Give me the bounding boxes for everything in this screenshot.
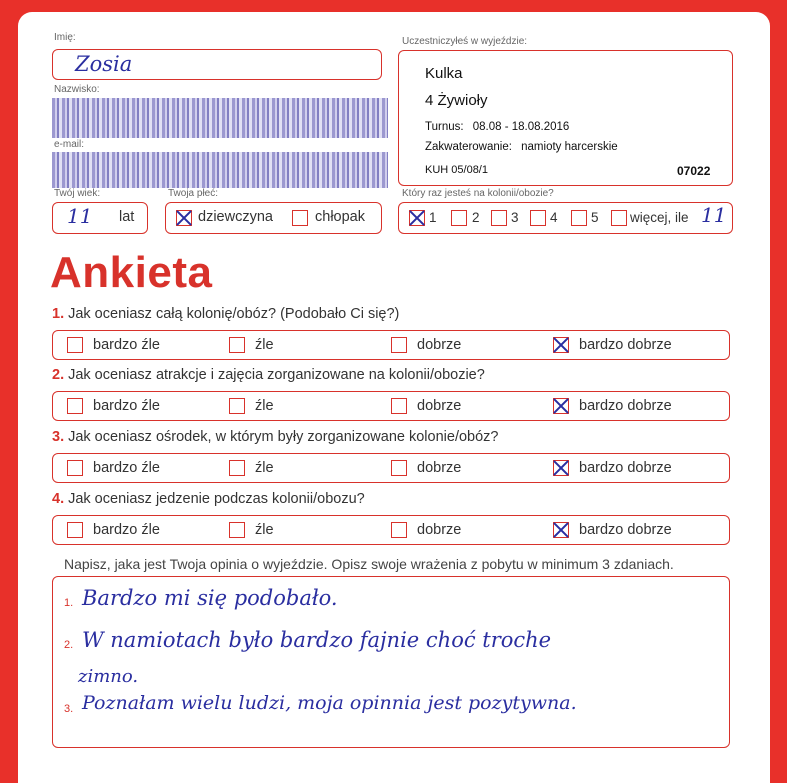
opinion-line-text: zimno. bbox=[78, 666, 139, 687]
gender-label: Twoja płeć: bbox=[168, 188, 219, 199]
question-3-options bbox=[52, 453, 730, 483]
age-value: 11 bbox=[67, 204, 93, 228]
rating-checkbox[interactable] bbox=[553, 522, 569, 538]
question-2-options bbox=[52, 391, 730, 421]
rating-option-label: bardzo źle bbox=[93, 337, 160, 353]
rating-option-label: bardzo dobrze bbox=[579, 337, 672, 353]
trip-code: KUH 05/08/1 bbox=[425, 164, 488, 176]
rating-option-label: dobrze bbox=[417, 337, 462, 353]
rating-option-label: bardzo dobrze bbox=[579, 522, 672, 538]
question-4-options bbox=[52, 515, 730, 545]
gender-girl-checkbox[interactable] bbox=[176, 210, 192, 226]
which-time-4-checkbox[interactable] bbox=[530, 210, 546, 226]
rating-checkbox[interactable] bbox=[553, 337, 569, 353]
which-time-label: Który raz jesteś na kolonii/obozie? bbox=[402, 188, 554, 199]
rating-option-label: źle bbox=[255, 337, 274, 353]
question-number: 4. bbox=[52, 491, 65, 507]
gender-group bbox=[165, 202, 382, 234]
opinion-line-number: 2. bbox=[64, 639, 74, 651]
age-label: Twój wiek: bbox=[54, 188, 101, 199]
surname-label: Nazwisko: bbox=[54, 84, 100, 95]
rating-option-label: bardzo dobrze bbox=[579, 460, 672, 476]
rating-checkbox[interactable] bbox=[229, 337, 245, 353]
which-time-2-label: 2 bbox=[472, 210, 480, 225]
opinion-line-text: Poznałam wielu ludzi, moja opinnia jest pozytywna. bbox=[82, 692, 577, 714]
rating-option-label: dobrze bbox=[417, 460, 462, 476]
rating-option-label: źle bbox=[255, 460, 274, 476]
trip-info-box bbox=[398, 50, 733, 186]
name-label: Imię: bbox=[54, 32, 76, 43]
rating-option-label: bardzo źle bbox=[93, 460, 160, 476]
rating-option-label: dobrze bbox=[417, 398, 462, 414]
rating-checkbox[interactable] bbox=[391, 460, 407, 476]
rating-checkbox[interactable] bbox=[229, 522, 245, 538]
rating-checkbox[interactable] bbox=[391, 522, 407, 538]
which-time-more-label: więcej, ile bbox=[630, 210, 689, 225]
turnus-label: Turnus: bbox=[425, 121, 464, 133]
which-time-5-checkbox[interactable] bbox=[571, 210, 587, 226]
question-number: 3. bbox=[52, 429, 65, 445]
participant-label: Uczestniczyłeś w wyjeździe: bbox=[402, 36, 528, 47]
rating-option-label: źle bbox=[255, 398, 274, 414]
question-label: Jak oceniasz jedzenie podczas kolonii/obozu? bbox=[68, 491, 365, 507]
rating-checkbox[interactable] bbox=[67, 522, 83, 538]
rating-checkbox[interactable] bbox=[391, 398, 407, 414]
which-time-more-value: 11 bbox=[701, 203, 727, 227]
question-1-options bbox=[52, 330, 730, 360]
question-label: Jak oceniasz całą kolonię/obóz? (Podobało Ci się?) bbox=[68, 306, 400, 322]
rating-checkbox[interactable] bbox=[67, 398, 83, 414]
gender-boy-checkbox[interactable] bbox=[292, 210, 308, 226]
question-3-text bbox=[52, 429, 498, 445]
which-time-more-checkbox[interactable] bbox=[611, 210, 627, 226]
rating-checkbox[interactable] bbox=[67, 460, 83, 476]
lodging-label: Zakwaterowanie: bbox=[425, 141, 512, 153]
lodging-value: namioty harcerskie bbox=[521, 141, 618, 153]
surname-redacted bbox=[52, 98, 388, 138]
opinion-line-number: 3. bbox=[64, 703, 74, 715]
which-time-5-label: 5 bbox=[591, 210, 599, 225]
gender-girl-label: dziewczyna bbox=[198, 209, 273, 225]
rating-option-label: bardzo źle bbox=[93, 522, 160, 538]
question-label: Jak oceniasz atrakcje i zajęcia zorganizowane na kolonii/obozie? bbox=[68, 367, 485, 383]
opinion-prompt: Napisz, jaka jest Twoja opinia o wyjeździe. Opisz swoje wrażenia z pobytu w minimum 3 zdaniach. bbox=[64, 556, 674, 572]
email-label: e-mail: bbox=[54, 139, 85, 150]
email-redacted bbox=[52, 152, 388, 188]
age-unit: lat bbox=[119, 209, 135, 225]
opinion-line-text: Bardzo mi się podobało. bbox=[82, 586, 338, 610]
which-time-1-label: 1 bbox=[429, 210, 437, 225]
rating-option-label: bardzo dobrze bbox=[579, 398, 672, 414]
which-time-3-label: 3 bbox=[511, 210, 519, 225]
question-4-text bbox=[52, 491, 365, 507]
question-2-text bbox=[52, 367, 485, 383]
trip-name: Kulka bbox=[425, 65, 463, 82]
which-time-group bbox=[398, 202, 733, 234]
rating-option-label: bardzo źle bbox=[93, 398, 160, 414]
rating-checkbox[interactable] bbox=[229, 460, 245, 476]
trip-program: 4 Żywioły bbox=[425, 92, 488, 109]
rating-option-label: dobrze bbox=[417, 522, 462, 538]
rating-checkbox[interactable] bbox=[391, 337, 407, 353]
which-time-4-label: 4 bbox=[550, 210, 558, 225]
rating-checkbox[interactable] bbox=[553, 460, 569, 476]
gender-boy-label: chłopak bbox=[315, 209, 365, 225]
lodging-line bbox=[425, 141, 618, 153]
opinion-line-number: 1. bbox=[64, 597, 74, 609]
turnus-value: 08.08 - 18.08.2016 bbox=[472, 121, 570, 133]
opinion-line-text: W namiotach było bardzo fajnie choć troche bbox=[82, 628, 552, 652]
question-label: Jak oceniasz ośrodek, w którym były zorganizowane kolonie/obóz? bbox=[68, 429, 499, 445]
which-time-2-checkbox[interactable] bbox=[451, 210, 467, 226]
rating-option-label: źle bbox=[255, 522, 274, 538]
turnus-line bbox=[425, 121, 569, 133]
rating-checkbox[interactable] bbox=[67, 337, 83, 353]
question-1-text bbox=[52, 306, 399, 322]
survey-title: Ankieta bbox=[50, 248, 213, 297]
rating-checkbox[interactable] bbox=[553, 398, 569, 414]
rating-checkbox[interactable] bbox=[229, 398, 245, 414]
question-number: 1. bbox=[52, 306, 65, 322]
question-number: 2. bbox=[52, 367, 65, 383]
name-value: Zosia bbox=[75, 52, 133, 76]
age-field[interactable] bbox=[52, 202, 148, 234]
name-field[interactable] bbox=[52, 49, 382, 80]
which-time-3-checkbox[interactable] bbox=[491, 210, 507, 226]
which-time-1-checkbox[interactable] bbox=[409, 210, 425, 226]
trip-number: 07022 bbox=[677, 164, 711, 178]
